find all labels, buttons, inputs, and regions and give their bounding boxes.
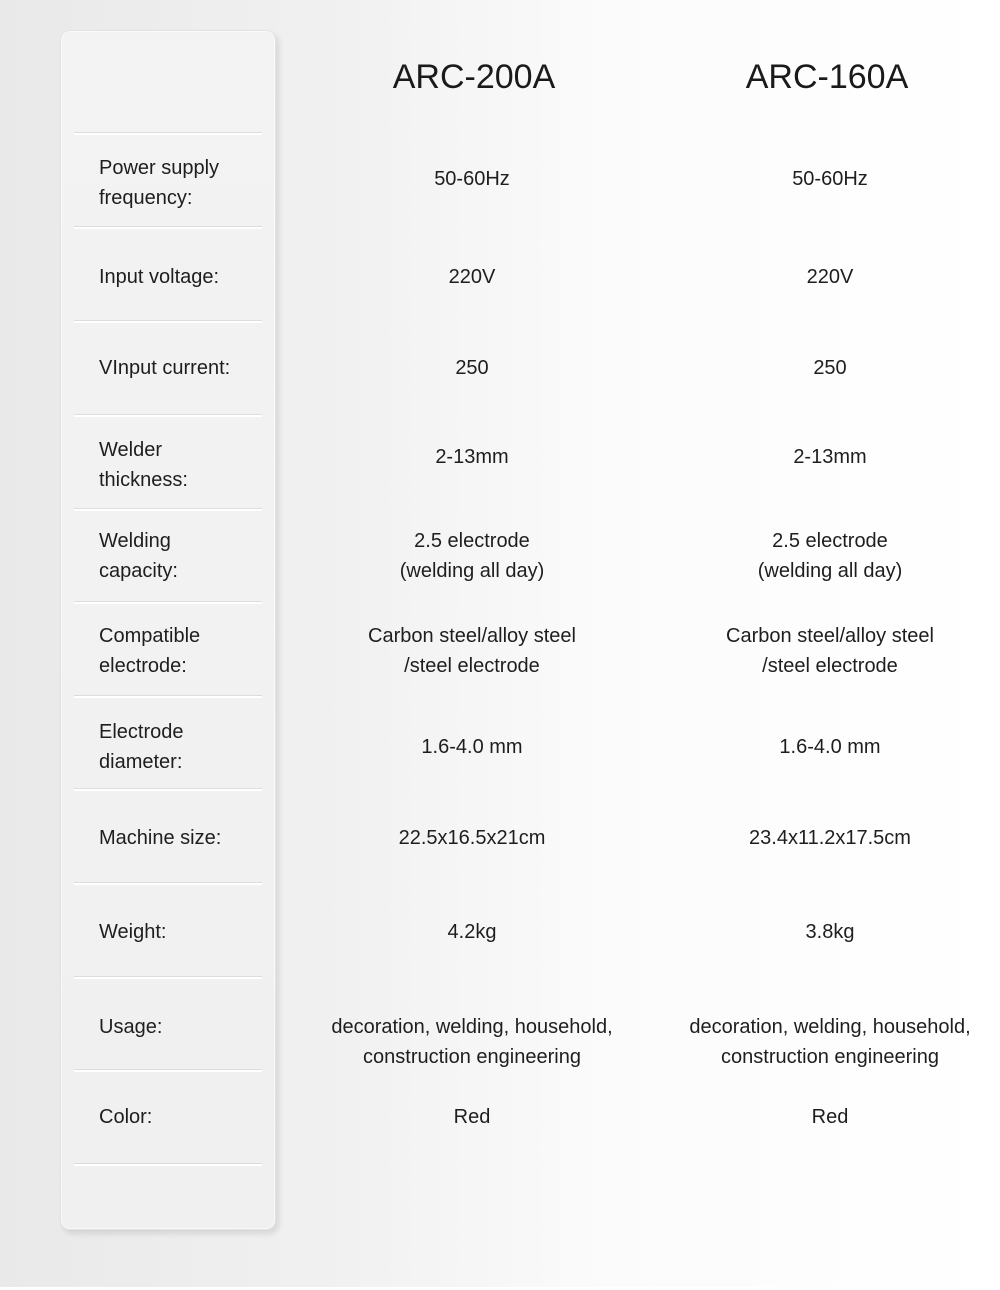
spec-value-arc200a-diameter: 1.6-4.0 mm [421,736,523,758]
spec-label-electrode-diameter: Electrode diameter: [99,721,184,773]
spec-label-machine-size: Machine size: [99,827,222,849]
spec-value-arc160a-weight: 3.8kg [805,921,855,943]
spec-value-arc160a-diameter: 1.6-4.0 mm [779,736,881,758]
row-divider [74,1070,262,1072]
spec-label-input-voltage: Input voltage: [99,266,220,288]
spec-value-arc160a-voltage: 220V [806,266,854,288]
spec-value-arc160a-color: Red [811,1106,849,1128]
row-divider [74,227,262,229]
spec-label-compatible-electrode: Compatible electrode: [99,625,201,677]
spec-label-power-supply-frequency: Power supply frequency: [99,157,220,209]
spec-value-arc160a-frequency: 50-60Hz [792,168,868,190]
spec-value-arc200a-electrode: Carbon steel/alloy steel /steel electrode [368,625,576,677]
spec-value-arc200a-thickness: 2-13mm [435,446,509,468]
model-header-1: ARC-200A [392,58,556,96]
spec-label-color: Color: [99,1106,153,1128]
spec-value-arc160a-current: 250 [813,357,847,379]
row-divider [74,509,262,511]
row-divider [74,602,262,604]
spec-label-welding-capacity: Welding capacity: [99,530,178,582]
spec-value-arc200a-voltage: 220V [448,266,496,288]
row-divider [74,321,262,323]
spec-label-input-current: VInput current: [99,357,231,379]
spec-value-arc160a-thickness: 2-13mm [793,446,867,468]
spec-value-arc160a-usage: decoration, welding, household, construction engineering [689,1016,971,1068]
spec-value-arc160a-size: 23.4x11.2x17.5cm [749,827,911,849]
model-header-2: ARC-160A [745,58,909,96]
row-divider [74,415,262,417]
spec-label-weight: Weight: [99,921,167,943]
row-divider [74,977,262,979]
spec-value-arc200a-color: Red [453,1106,491,1128]
spec-value-arc200a-frequency: 50-60Hz [434,168,510,190]
row-divider [74,696,262,698]
spec-label-usage: Usage: [99,1016,163,1038]
spec-value-arc200a-usage: decoration, welding, household, construction engineering [331,1016,613,1068]
spec-value-arc160a-capacity: 2.5 electrode (welding all day) [757,530,903,582]
spec-label-welder-thickness: Welder thickness: [99,439,188,491]
row-divider [74,1164,262,1166]
spec-value-arc160a-electrode: Carbon steel/alloy steel /steel electrode [726,625,934,677]
spec-value-arc200a-weight: 4.2kg [447,921,497,943]
spec-value-arc200a-capacity: 2.5 electrode (welding all day) [399,530,545,582]
spec-value-arc200a-current: 250 [455,357,489,379]
row-divider [74,883,262,885]
spec-value-arc200a-size: 22.5x16.5x21cm [398,827,546,849]
row-divider [74,133,262,135]
row-divider [74,789,262,791]
